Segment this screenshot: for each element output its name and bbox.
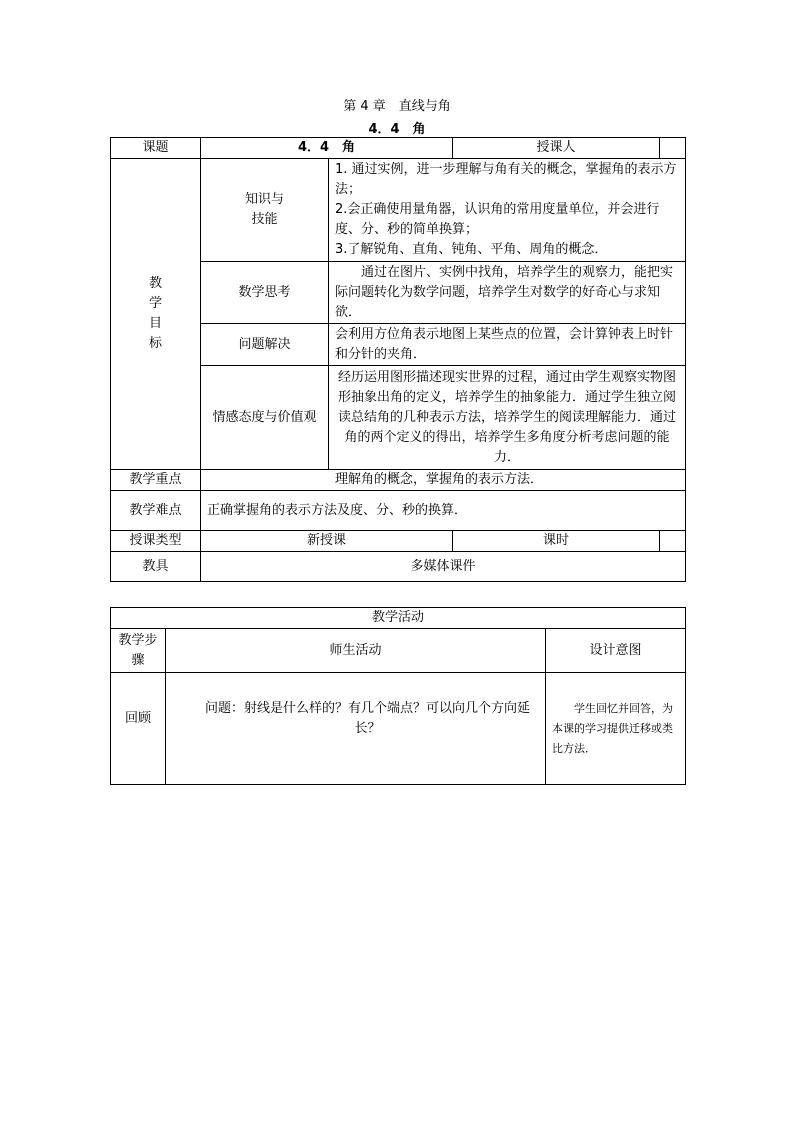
topic-label: 课题	[111, 138, 201, 159]
objective-problem-label: 问题解决	[201, 324, 329, 366]
objectives-label: 教 学 目 标	[111, 159, 201, 470]
difficulty-label: 教学难点	[111, 491, 201, 531]
objective-thinking-text: 通过在图片、实例中找角，培养学生的观察力，能把实际问题转化为数学问题，培养学生对数学的好奇心与求知欲．	[329, 262, 686, 324]
type-value: 新授课	[201, 531, 453, 552]
objective-attitude-label: 情感态度与价值观	[201, 366, 329, 470]
topic-value: 4．4 角	[201, 138, 453, 159]
hours-label: 课时	[453, 531, 660, 552]
step-cell: 回顾	[111, 673, 166, 785]
objective-problem-text: 会利用方位角表示地图上某些点的位置，会计算钟表上时针和分针的夹角．	[329, 324, 686, 366]
section-title: 4．4 角	[368, 122, 426, 137]
intent-column-header: 设计意图	[546, 629, 686, 673]
objective-attitude-text: 经历运用图形描述现实世界的过程，通过由学生观察实物图形抽象出角的定义，培养学生的抽象能力．通过学生独立阅读总结角的几种表示方法，培养学生的阅读理解能力．通过角的两个定义的得出，培养学生多角度分析考虑问题的能力．	[329, 366, 686, 470]
key-point-label: 教学重点	[111, 470, 201, 491]
activities-table	[110, 607, 686, 785]
objective-knowledge-label: 知识与 技能	[201, 159, 329, 262]
table-row	[111, 673, 686, 785]
tools-value: 多媒体课件	[201, 552, 686, 582]
step-column-header: 教学步骤	[111, 629, 166, 673]
teacher-label: 授课人	[453, 138, 660, 159]
activities-header: 教学活动	[111, 608, 686, 629]
tools-label: 教具	[111, 552, 201, 582]
type-label: 授课类型	[111, 531, 201, 552]
key-point-text: 理解角的概念，掌握角的表示方法．	[201, 470, 686, 491]
lesson-plan-table	[110, 137, 686, 582]
objective-knowledge-text: 1. 通过实例，进一步理解与角有关的概念，掌握角的表示方法； 2.会正确使用量角器，认识角的常用度量单位，并会进行度、分、秒的简单换算； 3.了解锐角、直角、钝角、平角、周角的概念．	[329, 159, 686, 262]
teacher-value	[660, 138, 686, 159]
difficulty-text: 正确掌握角的表示方法及度、分、秒的换算．	[201, 491, 686, 531]
hours-value	[660, 531, 686, 552]
activity-cell: 问题：射线是什么样的？有几个端点？可以向几个方向延长？	[166, 673, 546, 785]
intent-cell: 学生回忆并回答，为本课的学习提供迁移或类比方法．	[546, 673, 686, 785]
objective-thinking-label: 数学思考	[201, 262, 329, 324]
activity-column-header: 师生活动	[166, 629, 546, 673]
chapter-title: 第 4 章 直线与角	[343, 99, 451, 114]
